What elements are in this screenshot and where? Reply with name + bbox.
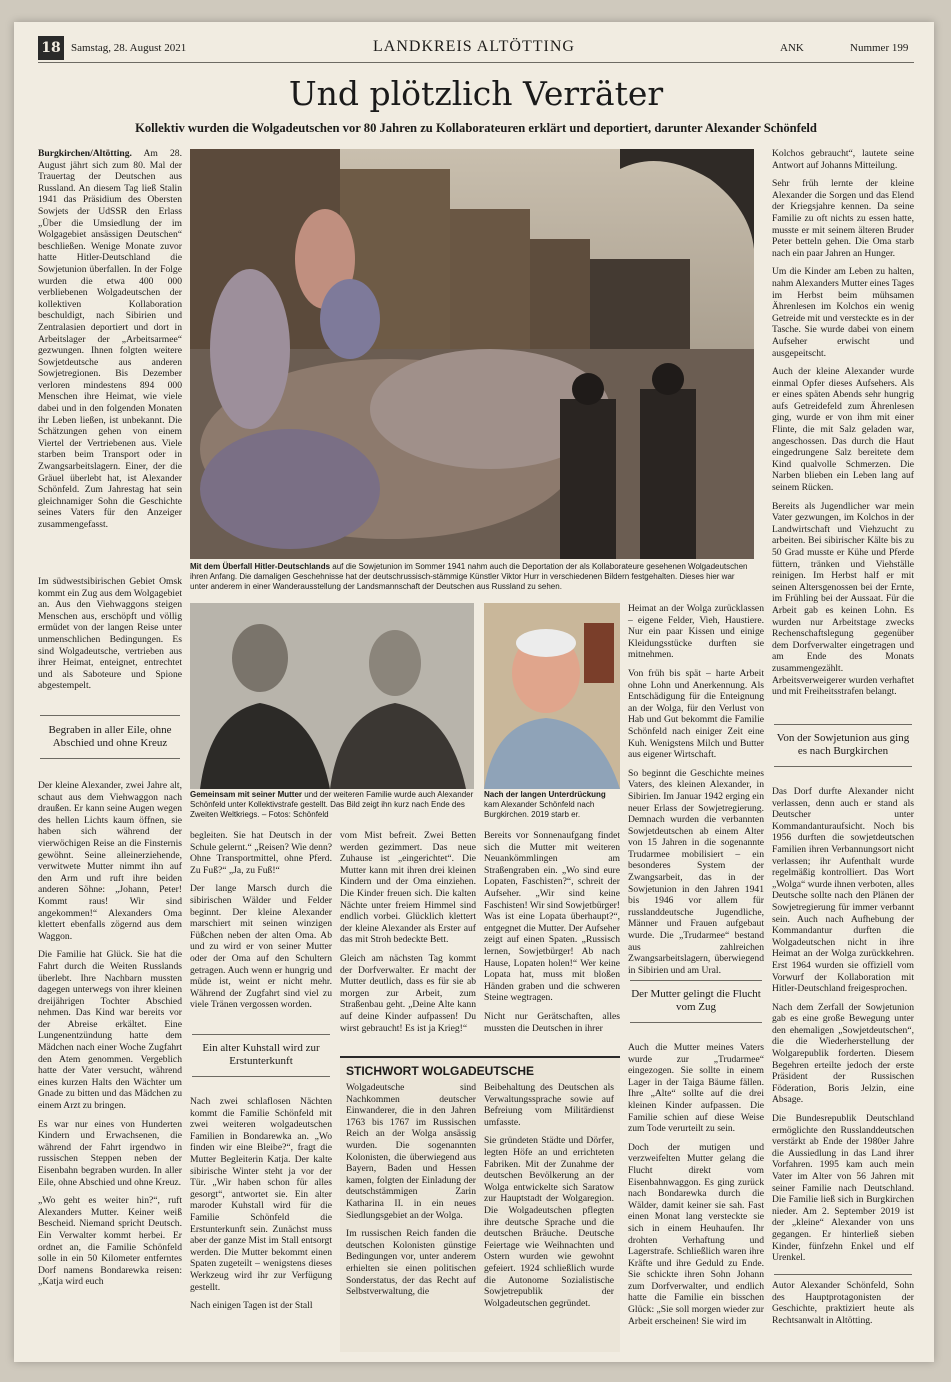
body-paragraph: So beginnt die Geschichte meines Vaters, des kleinen Alexander, in Sibirien. Im Januar 1942 erging ein neuer Erlass der Sowjetregierung. Demnach wurden die verbannten Sowjetdeutschen ab einem Alter von 15 Jahren in die sogenannte Trudarmee mobilisiert – ein besonderes System der Zwangsarbeit, das in der Sowjetunion in den Jahren 1941 bis 1946 vor allem für russlanddeutsche Jugendliche, Männer und Frauen aufgebaut wurde. Die „Trudarmee“ bestand aus zahlreichen Zwangsarbeitslagern, überwiegend in Sibirien und am Ural. [628, 767, 764, 976]
author-rule [774, 1274, 912, 1275]
author-note [772, 1280, 914, 1352]
body-paragraph: Doch der mutigen und verzweifelten Mutter gelang die Flucht direkt vom Eisenbahnwaggon. Es ging zurück nach Bondarewka durch die Wälder, damit keiner sie sah. Fast einen Monat lang versteckte sie sich in einem Heuhaufen. Ihr drohten Verhaftung und Lagerstrafe. Schließlich waren ihre Kräfte und ihre Geduld zu Ende. Sie schickte ihren Sohn Johann zum Dorfverwalter, und endlich hatte die Familie ein bisschen Glück: „Sie soll morgen wieder zur Arbeit erscheinen! Sie wird im [628, 1141, 764, 1327]
page-number: 18 [38, 36, 64, 60]
subhead-rule [192, 1076, 330, 1077]
body-paragraph: Nach dem Zerfall der Sowjetunion gab es eine große Bewegung unter den ehemaligen „Sowjetdeutschen“, die die Wiederherstellung der Wolgarepublik forderten. Diesem Begehren erteilte jedoch der erste Präsident der Russischen Föderation, Boris Jelzin, eine Absage. [772, 1001, 914, 1106]
body-paragraph: „Wo geht es weiter hin?“, ruft Alexanders Mutter. Keiner weiß Bescheid. Niemand spricht Deutsch. Ein Verwalter kommt herbei. Er ordnet an, die Familie Schönfeld solle in ein 50 Kilometer entferntes Dorf namens Bondarewka reisen: „Katja wird euch [38, 1195, 182, 1288]
header-rule [38, 62, 914, 63]
stichwort-right-column [484, 1082, 614, 1348]
body-paragraph: Wolgadeutsche sind Nachkommen deutscher Einwanderer, die in den Jahren 1763 bis 1767 im Russischen Reich an der Wolga ansässig wurden. Die sogenannten Kolonisten, die überwiegend aus Bayern, Baden und Hessen kamen, folgten der Einladung der deutschstämmigen Zarin Katharina II. in ein neues Siedlungsgebiet an der Wolga. [346, 1082, 476, 1221]
caption-lead: Mit dem Überfall Hitler-Deutschlands [190, 562, 331, 571]
photo-2-caption [484, 790, 620, 820]
stichwort-title: STICHWORT WOLGADEUTSCHE [346, 1064, 534, 1078]
stichwort-top-rule [340, 1056, 620, 1058]
article-column-5-top [628, 603, 764, 976]
article-column-1-bottom [38, 780, 182, 1348]
article-column-2-top [190, 830, 332, 1026]
body-paragraph: Auch die Mutter meines Vaters wurde zur „Trudarmee“ eingezogen. Sie sollte in einem Lager in der Taiga Bäume fällen. Ihre „Alte“ sollte auf die drei kleinen Kinder aufpassen. Die Familie schien auf diese Weise zum Tode verurteilt zu sein. [628, 1042, 764, 1135]
body-paragraph: Bereits als Jugendlicher war mein Vater gezwungen, im Kolchos in der Landwirtschaft und Viehzucht zu arbeiten. Bei sibirischer Kälte bis zu 50 Grad musste er Kühe und Pferde füttern, tränken und Viehställe reinigen. Im Herbst half er mit seinen Altersgenossen bei der Ernte, im Frühling bei der Aussaat. Für die Arbeit gab es keinen Lohn. Es wurden nur Arbeitstage zwecks Rechenschaftslegung gegenüber dem Dorfverwalter eingetragen und am Ende des Monats zusammengezählt. Arbeitsverweigerer wurden verhaftet und mit Freiheitsstrafen belangt. [772, 500, 914, 698]
body-paragraph: Heimat an der Wolga zurücklassen – eigene Felder, Vieh, Haustiere. Nur ein paar Kissen und einige Kleidungsstücke durften sie mitnehmen. [628, 603, 764, 661]
body-paragraph: begleiten. Sie hat Deutsch in der Schule gelernt.“ „Reisen? Wie denn? Ohne Transportmittel, ohne Pferd. Zu Fuß?“ „Ja, zu Fuß!“ [190, 830, 332, 876]
subhead-rule [40, 758, 180, 759]
section-title: LANDKREIS ALTÖTTING [373, 38, 575, 55]
caption-lead: Gemeinsam mit seiner Mutter [190, 790, 303, 799]
body-paragraph: Der lange Marsch durch die sibirischen Wälder und Felder beginnt. Der kleine Alexander marschiert mit seinen winzigen Füßchen neben der alten Oma. Ab und zu wird er von seiner Mutter oder der Oma auf den Schultern getragen. Auch wenn er hungrig und müde ist, weint er nicht mehr. Während der Zugfahrt sind viel zu viele Tränen vergossen worden. [190, 883, 332, 1011]
subhead-rule [630, 1022, 762, 1023]
body-paragraph: Im südwestsibirischen Gebiet Omsk kommt ein Zug aus dem Wolgagebiet an. Aus den Viehwaggons steigen Menschen aus, erschöpft und völlig ermüdet von der langen Reise unter unmenschlichen Bedingungen. Es sind Wolgadeutsche, vertrieben aus ihrer Heimat, enteignet, entrechtet und als Saboteure und Spione abgestempelt. [38, 576, 182, 692]
subhead-4: Von der Sowjetunion aus ging es nach Burgkirchen [776, 732, 910, 757]
body-paragraph: Sie gründeten Städte und Dörfer, legten Höfe an und errichteten Fabriken. Mit der Zunahme der deutschen Bevölkerung an der Wolga entwickelte sich Saratow zur Hauptstadt der Wolgaregion. Die Wolgadeutschen pflegten ihre deutsche Sprache und die deutschen Bräuche. Deutsche Feiertage wie Weihnachten und Ostern wurden wie gewohnt gefeiert. 1924 schließlich wurde die Autonome Sozialistische Sowjetrepublik der Wolgadeutschen gegründet. [484, 1135, 614, 1309]
subhead-rule [40, 715, 180, 716]
body-paragraph: Der kleine Alexander, zwei Jahre alt, schaut aus dem Viehwaggon nach draußen. Er kann seine Augen wegen des hellen Lichts kaum öffnen, sie haben sich während der vierwöchigen Reise an die Finsternis gewöhnt. Seine alleinerziehende, verwitwete Mutter nimmt ihn auf den Arm und ruft ihre beiden anderen Söhne: „Johann, Peter! Kommt raus! Wir sind angekommen!“ Alexanders Oma klettert ebenfalls zögernd aus dem Waggon. [38, 780, 182, 942]
article-column-6-top [772, 148, 914, 716]
body-paragraph: Bereits vor Sonnenaufgang findet sich die Mutter mit weiteren Neuankömmlingen am Straßengraben ein. „Wo sind eure Lopaten, Faschisten?“, schreit der Aufseher. „Wir sind keine Faschisten! Wir sind Sowjetbürger! Was ist eine Lopata überhaupt?“, entgegnet die Mutter. Der Aufseher zeigt auf einen Spaten. „Russisch lernen, Sowjetbürger! Ab nach Hause, Lopaten holen!“ Wer keine Lopata hat, muss mit bloßen Händen graben und die schweren Steine wegtragen. [484, 830, 620, 1004]
stichwort-box [340, 1056, 620, 1352]
subhead-3: Der Mutter gelingt die Flucht vom Zug [631, 988, 761, 1013]
caption-text: kam Alexander Schönfeld nach Burgkirchen. 2019 starb er. [484, 800, 595, 819]
subhead-1: Begraben in aller Eile, ohne Abschied und ohne Kreuz [48, 724, 172, 749]
body-paragraph: Kolchos gebraucht“, lautete seine Antwort auf Johanns Mitteilung. [772, 148, 914, 171]
body-paragraph: vom Mist befreit. Zwei Betten werden gezimmert. Das neue Zuhause ist „eingerichtet“. Die Mutter kann mit ihren drei kleinen Kindern und der Oma einziehen. Die Kinder freuen sich. Die kalten Nächte unter freiem Himmel sind endlich vorbei. Glücklich klettert der kleine Alexander als Erster auf das mit Stroh bedeckte Bett. [340, 830, 476, 946]
portrait-photo-graphic [484, 603, 620, 789]
author-note-text: Autor Alexander Schönfeld, Sohn des Hauptprotagonisten der Geschichte, praktiziert heute als Rechtsanwalt in Altötting. [772, 1280, 914, 1326]
newspaper-page [14, 22, 934, 1362]
body-paragraph: Gleich am nächsten Tag kommt der Dorfverwalter. Er macht der Mutter deutlich, dass es für sie ab morgen zur Arbeit, zum Straßenbau geht. „Deine Alte kann auf deine Kinder aufpassen! Du wirst gebraucht! Es ist ja Krieg!“ [340, 952, 476, 1034]
body-paragraph: Sehr früh lernte der kleine Alexander die Sorgen und das Elend der Kriegsjahre kennen. Da seine Familie zu oft nichts zu essen hatte, musste er mit seinem älteren Bruder Peter betteln gehen. Die Oma starb nach ein paar Jahren an Hunger. [772, 178, 914, 259]
body-paragraph: Nach einigen Tagen ist der Stall [190, 1300, 313, 1312]
issue-number: Nummer 199 [850, 42, 909, 54]
article-column-5-bottom [628, 1042, 764, 1348]
body-paragraph: Beibehaltung des Deutschen als Verwaltungssprache sowie auf Befreiung vom Militärdienst umfasste. [484, 1082, 614, 1128]
body-paragraph: Auch der kleine Alexander wurde einmal Opfer dieses Aufsehers. Als er eines späten Abends sehr hungrig aufs Getreidefeld zum Ährenlesen ging, wurde er von ihm mit einer Flinte, die mit Salz geladen war, angeschossen. Das durch die Haut eingedrungene Salz bereitete dem Kind qualvolle Schmerzen. Die Narben blieben ein Leben lang auf seinem Rücken. [772, 366, 914, 494]
issue-date: Samstag, 28. August 2021 [71, 42, 187, 54]
subheadline: Kollektiv wurden die Wolgadeutschen vor 80 Jahren zu Kollaborateuren erklärt und deportiert, darunter Alexander Schönfeld [135, 121, 817, 135]
photo-credit: – Fotos: Schönfeld [261, 810, 329, 819]
portrait-photo [484, 603, 620, 789]
subhead-2: Ein alter Kuhstall wird zur Erstunterkunft [202, 1042, 320, 1067]
subhead-rule [192, 1034, 330, 1035]
article-column-1-top [38, 148, 182, 554]
article-column-2-bottom [190, 1096, 332, 1348]
deportation-painting [190, 149, 754, 559]
article-column-6-bottom [772, 786, 914, 1272]
stichwort-left-column [346, 1082, 476, 1348]
body-paragraph: Die Familie hat Glück. Sie hat die Fahrt durch die Weiten Russlands überlebt. Ihre Nachbarn mussten dagegen unterwegs von ihrer kleinen dreijährigen Tochter Abschied nehmen. Das Kind war bereits vor der Abreise erkältet. Eine Lungenentzündung hatte dem Mädchen nach einer Woche Zugfahrt den Atem genommen. Vergeblich hatte der Vater versucht, während eines kurzen Halts den Wächter um Gnade zu bitten und das Mädchen zu einem Arzt zu bringen. [38, 949, 182, 1112]
article-column-1-mid [38, 576, 182, 704]
dateline: Burgkirchen/Altötting. [38, 148, 132, 159]
body-paragraph: Um die Kinder am Leben zu halten, nahm Alexanders Mutter eines Tages im Herbst beim mühsamen Ährenlesen im Kolchos ein wenig Getreide mit und versteckte es in der Tasche. Sie wurde dabei von einem Aufseher erwischt und ausgepeitscht. [772, 266, 914, 359]
body-paragraph: Das Dorf durfte Alexander nicht verlassen, denn auch er stand als Deutscher unter Kommandanturaufsicht. Noch bis 1956 durften die sowjetdeutschen Familien ihren Verbannungsort nicht verlassen; ihr Aufenthalt wurde regelmäßig kontrolliert. Das Wort „Wolga“ wurde ihnen verboten, alles Deutsche sollte nach den Plänen der Sowjetregierung für immer verbannt sein. Auch nach Aufhebung der Kommandantur durften die Wolgadeutschen nicht in ihre Heimat an der Wolga zurückkehren. Erst 1964 wurden sie offiziell vom Vorwurf der Kollaboration mit Hitler-Deutschland freigesprochen. [772, 786, 914, 995]
headline: Und plötzlich Verräter [288, 74, 664, 113]
photo-1-caption [190, 790, 474, 820]
body-paragraph: Im russischen Reich fanden die deutschen Kolonisten günstige Bedingungen vor, unter anderem erhielten sie einen politischen Sonderstatus, der das Recht auf Selbstverwaltung, die [346, 1228, 476, 1298]
family-photo-graphic [190, 603, 474, 789]
subhead-rule [630, 980, 762, 981]
caption-text: auf die Sowjetunion im Sommer 1941 nahm auch die Deportation der als Kollaborateure gesehenen Wolgadeutschen ihren Anfang. Die damaligen Geschehnisse hat der deutschrussisch-stämmige Künstler Viktor Hurr in verschiedenen Bildern festgehalten. Dieses hier war unter anderem in einer Wanderausstellung der Landsmannschaft der Deutschen aus Russland zu sehen. [190, 562, 748, 591]
lead-paragraph: Am 28. August jährt sich zum 80. Mal der Trauertag der Deutschen aus Russland. An diesem Tag ließ Stalin 1941 das Präsidium des Obersten Sowjets der UdSSR den Erlass „Über die Umsiedlung der im Wolgagebiet ansässigen Deutschen“ beschließen. Wenige Monate zuvor hatte Hitler-Deutschland die Sowjetunion überfallen. In der Folge wurden die etwa 400 000 verbliebenen Wolgadeutschen der kollektiven Kollaboration beschuldigt, nach Sibirien und Zentralasien deportiert und dort in Arbeitslager der „Arbeitsarmee“ gezwungen. Ihnen folgten weitere Sowjetdeutsche aus anderen Sowjetregionen. Bis Dezember verloren mindestens 894 000 Menschen ihre Heimat, wie viele dabei und in den folgenden Monaten ihr Leben ließen, ist unbekannt. Die Schätzungen gehen von einem Viertel der Vertriebenen aus. Viele starben beim Transport oder in Zwangsarbeitslagern. Einer, der die Gräuel überlebt hat, ist Alexander Schönfeld. Zum Jahrestag hat sein gleichnamiger Sohn die Geschichte seines Vaters für den Anzeiger zusammengefasst. [38, 148, 182, 530]
main-caption [190, 562, 754, 592]
body-paragraph: Die Bundesrepublik Deutschland ermöglichte den Russlanddeutschen verstärkt ab Ende der 1980er Jahre die Aussiedlung in das Land ihrer Vorfahren. 1995 kam auch mein Vater im Alter von 56 Jahren mit seiner Familie nach Deutschland. Die Familie ließ sich in Burgkirchen nieder. Am 2. September 2019 ist der „kleine“ Alexander von uns gegangen. Er hinterließ sieben Kinder, fünfzehn Enkel und elf Urenkel. [772, 1113, 914, 1264]
body-paragraph: Von früh bis spät – harte Arbeit ohne Lohn und Anerkennung. Als Entschädigung für die Enteignung an der Wolga, für den Verlust von Hab und Gut bekommt die Familie Schönfeld nach einiger Zeit eine Kuh. Wenigstens Milch und Butter aus eigener Wirtschaft. [628, 667, 764, 761]
family-photo [190, 603, 474, 789]
caption-lead: Nach der langen Unterdrückung [484, 790, 606, 799]
paper-abbrev: ANK [780, 42, 804, 54]
article-column-4 [484, 830, 620, 1048]
main-painting [190, 149, 754, 559]
body-paragraph: Nach zwei schlaflosen Nächten kommt die Familie Schönfeld mit zwei weiteren wolgadeutschen Familien in Bondarewka an. „Wo finden wir eine Bleibe?“, fragt die Mutter Begleiterin Katja. Der kalte sibirische Winter steht ja vor der Tür. „Wir haben schon für alles gesorgt“, antwortet sie. Ein alter maroder Kuhstall wird für die Familie Schönfeld die Erstunterkunft sein. Zunächst muss aber der ganze Mist im Stall entsorgt werden. Die Mutter bekommt einen Spaten zugeteilt – wenigstens dieses Werkzeug wird ihr zur Verfügung gestellt. [190, 1096, 332, 1293]
body-paragraph: Es war nur eines von Hunderten Kindern und Erwachsenen, die während der Fahrt irgendwo in russischen Steppen neben der Eisenbahn begraben wurden. In aller Eile, ohne Abschied und ohne Kreuz. [38, 1118, 182, 1188]
article-column-3 [340, 830, 476, 1048]
subhead-rule [774, 766, 912, 767]
body-paragraph: Nicht nur Gerätschaften, alles mussten die Deutschen in ihrer [484, 1010, 620, 1034]
caption-text: und der weiteren Familie wurde auch Alexander Schönfeld unter Kollektivstrafe gestellt. Das Bild zeigt ihn kurz nach Ende des Zweiten Weltkriegs. [190, 790, 474, 819]
subhead-rule [774, 724, 912, 725]
